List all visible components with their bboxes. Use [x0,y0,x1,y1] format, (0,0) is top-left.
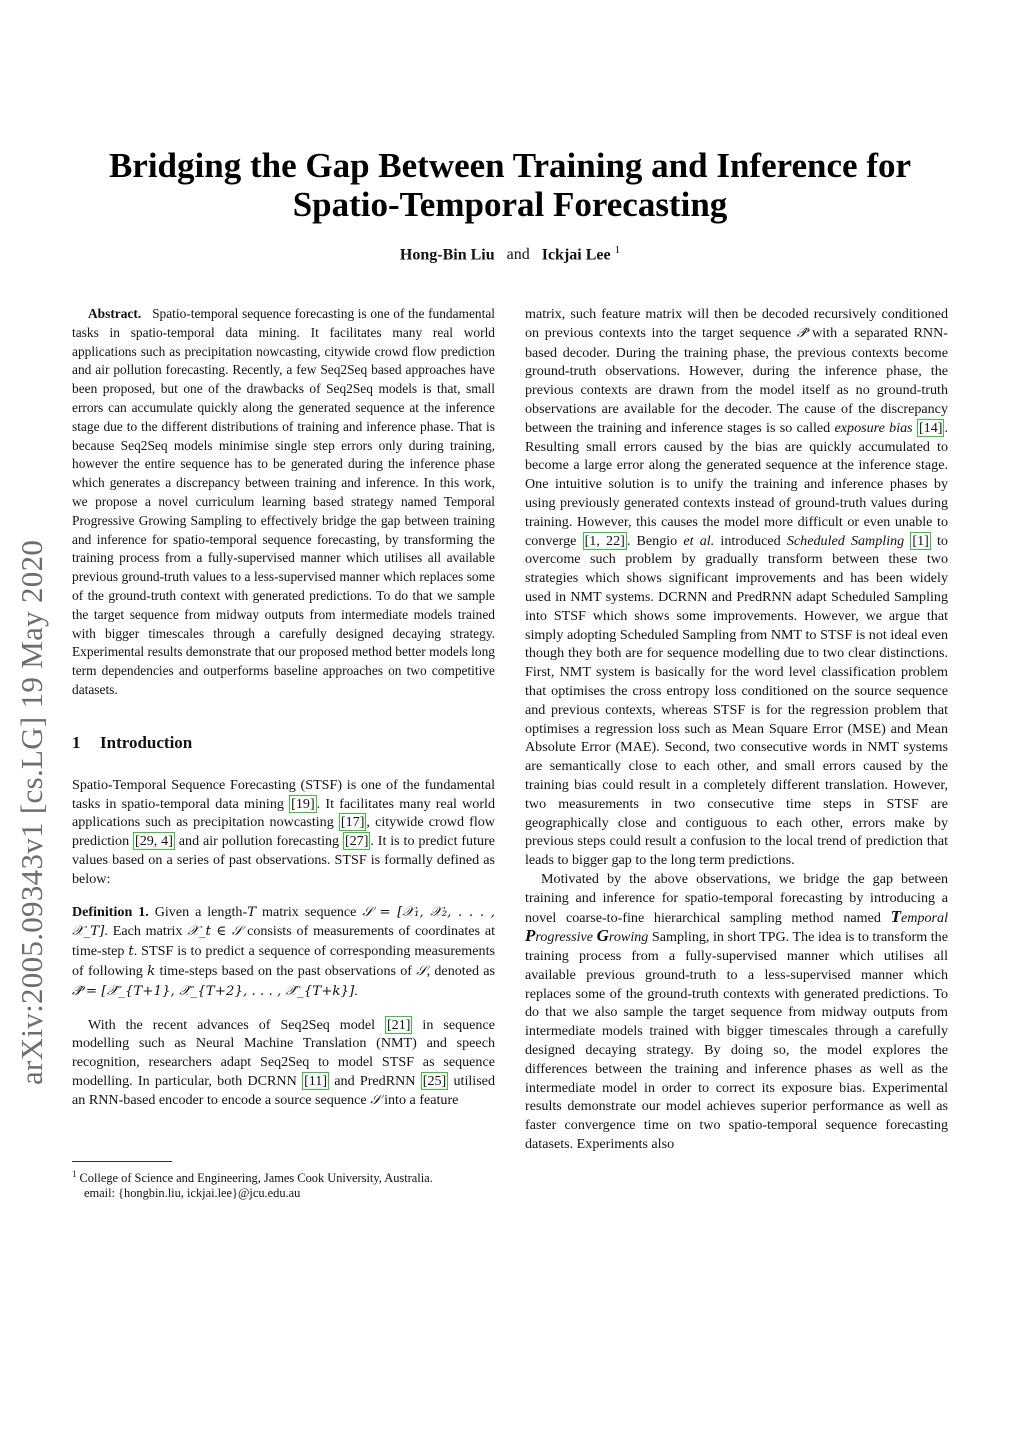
text-run: . Each matrix [104,923,188,940]
math-symbol: 𝒫̂ [796,325,807,341]
math-symbol: k [147,963,156,979]
text-run: matrix sequence [256,903,363,920]
author-line [60,244,960,264]
text-run: , denoted as [426,962,495,979]
abstract-text: Spatio-temporal sequence forecasting is one of the fundamental tasks in spatio-temporal data mining. It facilitates many real world applications such as precipitation nowcasting, citywide crowd flow prediction and air pollution forecasting. Recently, a few Seq2Seq based approaches have been proposed, but one of the drawbacks of Seq2Seq models is that, small errors can accumulate quickly along the generated sequence at the inference stage due to the different distributions of training and inference phase. That is because Seq2Seq models minimise single step errors only during training, however the entire sequence has to be generated during the inference phase which generates a discrepancy between training and inference. In this work, we propose a novel curriculum learning based strategy named Temporal Progressive Growing Sampling to effectively bridge the gap between training and inference for spatio-temporal sequence forecasting, by transforming the training process from a fully-supervised manner which utilises all available previous ground-truth values to a less-supervised manner which replaces some of the ground-truth context with generated predictions. To do that we sample the target sequence from midway outputs from intermediate models trained with bigger timescales through a carefully designed decaying strategy. Experimental results demonstrate that our proposed method better models long term dependencies and outperforms baseline approaches on two competitive datasets. [72,306,495,697]
definition-1 [72,903,495,1002]
text-run: , citywide crowd flow prediction [72,814,495,850]
and-word: and [506,246,530,264]
footnote-rule [72,1161,172,1162]
tpg-letter: G [596,926,609,946]
emphasis: rowing [608,929,649,946]
section-title: Introduction [100,732,193,752]
title-line-2: Spatio-Temporal Forecasting [292,185,728,224]
author-1: Hong-Bin Liu [399,246,495,264]
right-paragraph-2 [525,870,948,1154]
right-paragraph-1 [525,305,948,870]
text-run: Sampling, in short TPG. The idea is to transform the training process from a fully-supervised manner which utilises all available previous ground-truth to a less-supervised manner which replaces some of the ground-truth contexts with generated predictions. To do that we also sample the target sequence from midway outputs from intermediate models trained with bigger timescales through a carefully designed decaying strategy. By doing so, the model explores the differences between the training and inference phases as well as the intermediate model in order to correct its exposure bias. Experimental results demonstrate our model achieves superior performance as well as faster convergence time on two spatio-temporal sequence forecasting datasets. Experiments also [525,929,948,1153]
footnote-affiliation: College of Science and Engineering, James Cook University, Australia. [79,1171,433,1186]
citation-link[interactable]: [19] [291,795,315,812]
paper-title [60,146,960,224]
text-run: Spatio-Temporal Sequence Forecasting (STSF) is one of the fundamental tasks in spatio-temporal data mining [72,776,495,812]
math-expression: 𝒳_t ∈ 𝒮 [187,924,243,940]
math-symbol: t [128,944,134,960]
citation-link[interactable]: [27] [344,833,369,850]
citation-link[interactable]: [29, 4] [135,833,173,850]
footnote [72,1167,495,1201]
emphasis: exposure bias [834,419,913,436]
text-run: and air pollution forecasting [174,833,343,850]
text-run: to overcome such problem by gradually transform between these two strategies which shows significant improvements and has been widely used in NMT systems. DCRNN and PredRNN adapt Scheduled Sampling into STSF which shows some improvements. However, we argue that simply adopting Scheduled Sampling from NMT to STSF is not ideal even though they both are for sequence modelling due to two clear distinctions. First, NMT system is basically for the word level classification problem that optimises the cross entropy loss conditioned on the source sequence and previous contexts, whereas STSF is for the regression problem that optimises a regression loss such as Mean Square Error (MSE) and Mean Absolute Error (MAE). Second, two consecutive words in NMT systems are semantically close to each other, and small errors caused by the training bias could result in a completely different translation. However, two measurements in two consecutive time steps in STSF are geographically close and contiguous to each other, errors make by previous steps could result a confusion to the local trend of prediction that leads to bigger gap to the long term predictions. [525,532,948,869]
citation-link[interactable]: [1, 22] [584,532,625,549]
text-run: . It is to predict future values based on a series of past observations. STSF is formally defined as below: [72,833,495,887]
text-run: With the recent advances of Seq2Seq model [88,1016,385,1033]
tpg-letter: T [890,906,902,926]
emphasis: rogressive [535,929,597,946]
section-heading-introduction [72,732,495,754]
citation-link[interactable]: [11] [304,1072,328,1089]
footnote-email: email: {hongbin.liu, ickjai.lee}@jcu.edu.au [84,1186,301,1201]
text-run: in sequence modelling such as Neural Machine Translation (NMT) and speech recognition, researchers adapt Seq2Seq to model STSF as sequence modelling. In particular, both DCRNN [72,1016,495,1089]
math-symbol: 𝒮 [370,1092,381,1108]
author-footnote-mark: 1 [614,244,621,256]
citation-link[interactable]: [17] [340,814,365,831]
definition-label: Definition 1. [72,903,149,920]
text-run: . Bengio [626,532,684,549]
text-run: into a feature [380,1091,459,1108]
text-run: . Resulting small errors caused by the bias are quickly accumulated to become a large error along the generated sequence at the inference stage. One intuitive solution is to unify the training and inference phases by using previously generated contexts instead of ground-truth values during training. However, this causes the model more difficult or even unable to converge [525,419,948,549]
abstract-label: Abstract. [88,306,142,321]
right-column [525,305,948,1154]
text-run: Given a length- [154,903,248,920]
section-number: 1 [72,732,81,752]
text-run: with a separated RNN-based decoder. During the training phase, the previous contexts become ground-truth observations. However, during the inference phase, the previous contexts are drawn from the model itself as no ground-truth observations are available for the decoder. The cause of the discrepancy between the training and inference stages is so called [525,324,948,436]
text-run: Motivated by the above observations, we bridge the gap between training and inference for spatio-temporal forecasting by introducing a novel coarse-to-fine hierarchical sampling method named [525,870,948,926]
emphasis: et al. [683,532,715,549]
text-run: matrix, such feature matrix will then be decoded recursively conditioned on previous contexts into the target sequence [525,306,948,341]
text-run: introduced [714,532,787,549]
citation-link[interactable]: [21] [386,1016,411,1033]
math-expression: = [𝒳₁, 𝒳₂, . . . , 𝒳_T] [72,904,495,940]
text-run: utilised an RNN-based encoder to encode a source sequence [72,1072,495,1108]
author-2: Ickjai Lee [541,246,611,264]
tpg-letter: P [525,926,536,946]
emphasis: Scheduled Sampling [786,532,905,549]
abstract [72,305,495,700]
emphasis: emporal [901,909,948,926]
text-run: consists of measurements of coordinates at time-step [72,923,495,960]
math-symbol: 𝒮 [416,963,427,979]
citation-link[interactable]: [14] [918,419,943,436]
arxiv-identifier: arXiv:2005.09343v1 [cs.LG] 19 May 2020 [14,539,49,1085]
intro-paragraph-1 [72,776,495,889]
math-expression: 𝒫̂ = [𝒳̂_{T+1}, 𝒳̂_{T+2}, . . . , 𝒳̂_{T+k}] [72,983,355,999]
footnote-mark: 1 [72,1169,77,1179]
text-run: time-steps based on the past observations of [155,962,417,979]
title-line-1: Bridging the Gap Between Training and Inference for [108,146,912,185]
left-column [72,305,495,1110]
text-run: . [354,982,358,999]
math-symbol: T [247,904,257,920]
math-symbol: 𝒮 [362,904,373,920]
intro-paragraph-2 [72,1016,495,1111]
text-run: and PredRNN [329,1072,421,1089]
citation-link[interactable]: [25] [422,1072,447,1089]
citation-link[interactable]: [1] [912,532,929,549]
text-run: . It facilitates many real world applications such as precipitation nowcasting [72,795,495,831]
text-run: . STSF is to predict a sequence of corresponding measurements of following [72,943,495,979]
